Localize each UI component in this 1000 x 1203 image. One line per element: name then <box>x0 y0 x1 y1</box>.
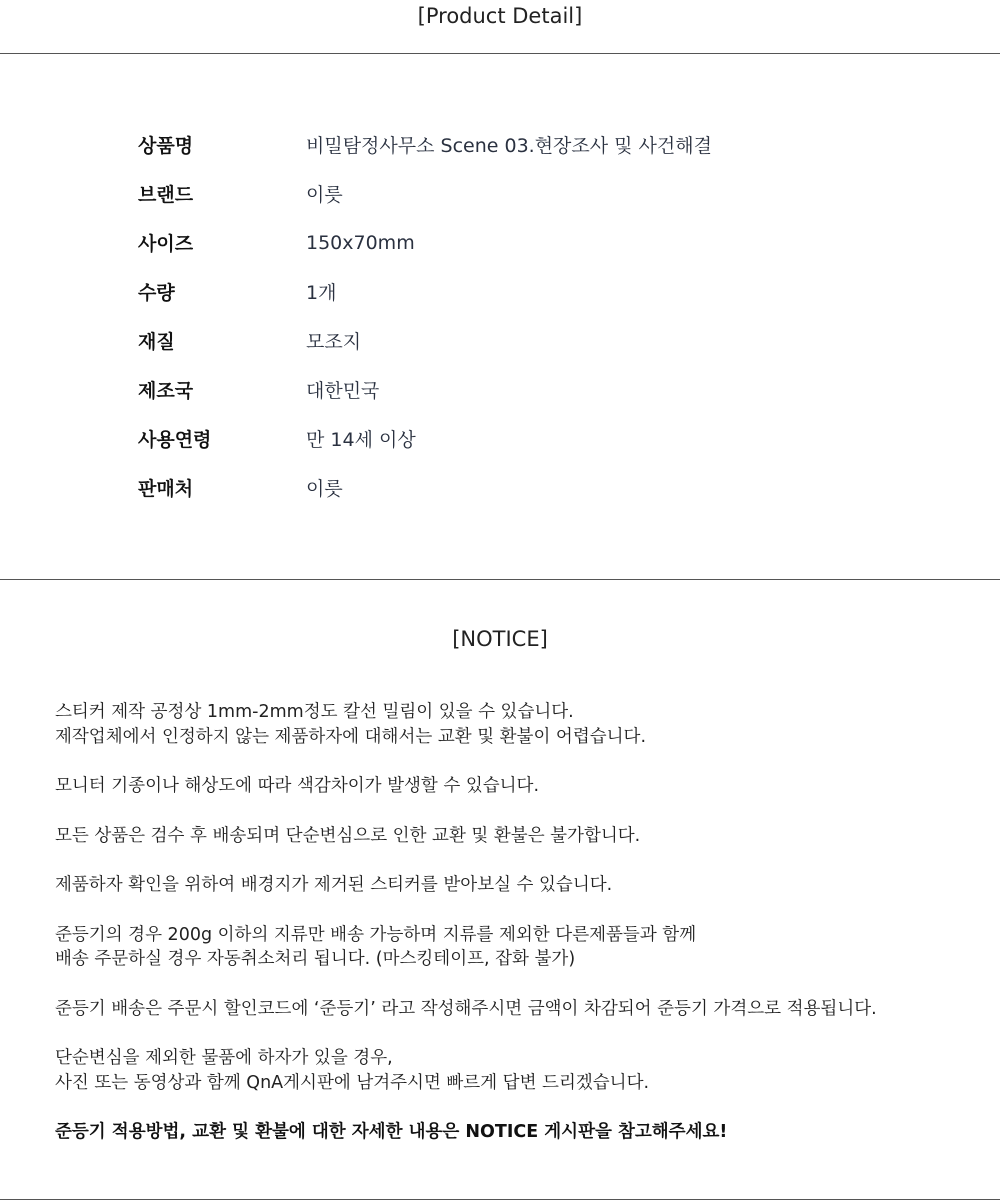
spec-value: 대한민국 <box>306 380 380 402</box>
notice-paragraph <box>55 1046 985 1095</box>
spec-value: 1개 <box>306 282 337 304</box>
notice-line: 사진 또는 동영상과 함께 QnA게시판에 남겨주시면 빠르게 답변 드리겠습니다. <box>55 1072 650 1093</box>
notice-line: 준등기의 경우 200g 이하의 지류만 배송 가능하며 지류를 제외한 다른제품들과 함께 <box>55 924 697 945</box>
spec-row-size <box>138 218 898 267</box>
notice-line: 준등기 배송은 주문시 할인코드에 ‘준등기’ 라고 작성해주시면 금액이 차감되어 준등기 가격으로 적용됩니다. <box>55 998 877 1019</box>
product-detail-title: [Product Detail] <box>417 4 583 28</box>
spec-label: 상품명 <box>138 135 194 157</box>
notice-paragraph <box>55 997 985 1022</box>
spec-label: 사이즈 <box>138 233 194 255</box>
notice-line: 단순변심을 제외한 물품에 하자가 있을 경우, <box>55 1048 393 1068</box>
notice-line: 모니터 기종이나 해상도에 따라 색감차이가 발생할 수 있습니다. <box>55 776 540 796</box>
spec-label: 사용연령 <box>138 429 212 451</box>
divider-bottom <box>0 1199 1000 1200</box>
notice-emphasis-paragraph <box>55 1120 985 1145</box>
notice-line: 제품하자 확인을 위하여 배경지가 제거된 스티커를 받아보실 수 있습니다. <box>55 875 613 895</box>
spec-label: 판매처 <box>138 478 194 500</box>
spec-row-quantity <box>138 267 898 316</box>
spec-value: 150x70mm <box>306 231 415 254</box>
notice-line: 스티커 제작 공정상 1mm-2mm정도 칼선 밀림이 있을 수 있습니다. <box>55 702 574 722</box>
spec-label: 제조국 <box>138 380 194 402</box>
spec-value: 만 14세 이상 <box>306 429 416 451</box>
spec-label: 수량 <box>138 282 175 304</box>
divider-middle <box>0 579 1000 580</box>
divider-top <box>0 53 1000 54</box>
notice-paragraph <box>55 923 985 972</box>
notice-paragraph <box>55 873 985 898</box>
spec-row-material <box>138 316 898 365</box>
notice-paragraph <box>55 774 985 799</box>
spec-value: 이릇 <box>306 478 343 500</box>
spec-row-age <box>138 414 898 463</box>
notice-line: 모든 상품은 검수 후 배송되며 단순변심으로 인한 교환 및 환불은 불가합니다. <box>55 825 641 846</box>
spec-row-seller <box>138 463 898 512</box>
notice-body <box>55 700 985 1170</box>
notice-line: 배송 주문하실 경우 자동취소처리 됩니다. (마스킹테이프, 잡화 불가) <box>55 949 576 969</box>
spec-row-country <box>138 365 898 414</box>
spec-label: 브랜드 <box>138 184 194 206</box>
spec-value: 이릇 <box>306 184 343 206</box>
product-spec-table <box>138 120 898 512</box>
notice-title: [NOTICE] <box>452 627 548 651</box>
spec-value: 모조지 <box>306 331 362 353</box>
notice-line: 제작업체에서 인정하지 않는 제품하자에 대해서는 교환 및 환불이 어렵습니다. <box>55 726 647 747</box>
spec-row-brand <box>138 169 898 218</box>
spec-value: 비밀탐정사무소 Scene 03.현장조사 및 사건해결 <box>306 135 712 157</box>
notice-paragraph <box>55 700 985 749</box>
spec-label: 재질 <box>138 331 175 353</box>
notice-paragraph <box>55 824 985 849</box>
notice-line: 준등기 적용방법, 교환 및 환불에 대한 자세한 내용은 NOTICE 게시판을 참고해주세요! <box>55 1122 728 1142</box>
spec-row-product-name <box>138 120 898 169</box>
